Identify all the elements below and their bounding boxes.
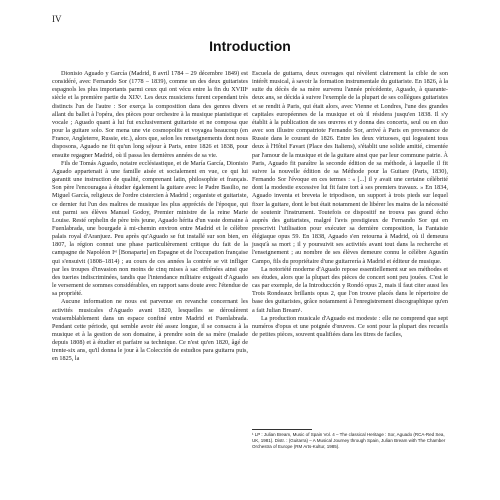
footnote-text: ¹ LP : Julian Bream, Music of Spain Vol. 4 – The classical Heritage : Sor, Aguado (RCA-Red Sea, UK, 1981). Distr. : (Guitarra) – A Musical Journey through Spain, Julian Bream with The Chamber Orchestra of Europe (RM Arts-Kultur, 1985).: [252, 432, 446, 449]
page-title: Introduction: [209, 38, 291, 54]
paragraph: Dionisio Aguado y García (Madrid, 8 avril 1784 – 29 décembre 1849) est considéré, avec Fernando Sor (1778 – 1839), comme un des deux guitaristes espagnols les plus importants parmi ceux qui ont vécu entre la fin du XVIIIᵉ siècle et la première partie du XIXᵉ. Les deux musiciens furent cependant très distincts l'un de l'autre : Sor exerça la composition dans des genres divers allant du ballet à l'opéra, des pièces pour orchestre à la musique pianistique et vocale ; Aguado quant à lui fut exclusivement guitariste et ne composa que pour la guitare solo. Sor mena une vie cosmopolite et voyagea beaucoup (en France, Angleterre, Russie, etc.), alors que, selon les renseignements dont nous disposons, Aguado ne fit qu'un long séjour à Paris, entre 1826 et 1838, pour ensuite regagner Madrid, où il passa les dernières années de sa vie.: [52, 70, 248, 159]
page-number: IV: [52, 14, 62, 24]
left-column: [52, 70, 248, 364]
paragraph: La notoriété moderne d'Aguado repose essentiellement sur ses méthodes et ses études, alors que la plupart des pièces de concert sont peu jouées. C'est le cas par exemple, de la Introducción y Rondó opus 2, mais il faut citer aussi les Trois Rondeaux brillants opus 2, que l'on trouve placés dans le répertoire de base des guitaristes, grâce notamment à l'enregistrement discographique qu'en a fait Julian Bream¹.: [252, 265, 448, 314]
paragraph: La production musicale d'Aguado est modeste : elle ne comprend que sept numéros d'opus et une poignée d'œuvres. Ce sont pour la plupart des recueils de petites pièces, souvent qualifiées dans les titres de faciles,: [252, 314, 448, 338]
paragraph: Fils de Tomás Aguado, notaire ecclésiastique, et de María García, Dionisio Aguado appartenait à une famille aisée et socialement en vue, ce qui lui garantit une instruction de qualité, comprenant latin, philosophie et français. Son père l'encouragea à étudier également la guitare avec le Padre Basilio, ne Miguel García, religieux de l'ordre cistercien à Madrid ; organiste et guitariste, ce dernier fut l'un des maîtres de musique les plus appréciés de l'époque, qui eut parmi ses élèves Manuel Godoy, Premier ministre de la reine Marie Louise. Resté orphelin de père très jeune, Aguado hérita d'un vaste domaine à Fuenlabrada, une bourgade à mi-chemin environ entre Madrid et le célèbre palais royal d'Aranjuez. Peu après qu'Aguado se fut installé sur son bien, en 1807, la région connut une phase particulièrement critique du fait de la campagne de Napoléon Iᵉʳ [Bonaparte] en Espagne et de l'occupation française qui s'ensuivit (1808–1814) ; au cours de ces années la contrée se vit infliger par les troupes d'invasion non moins de cinq mises à sac effrénées ainsi que des tueries indiscriminées, tandis que l'intendance militaire exigeait d'Aguado le versement de sommes considérables, en rapport sans doute avec l'étendue de sa propriété.: [52, 159, 248, 298]
paragraph: Escuela de guitarra, deux ouvrages qui révèlent clairement la cible de son intérêt musical, à savoir la formation instrumentale du guitariste. En 1826, à la suite du décès de sa mère survenu l'année précédente, Aguado, à quarante-deux ans, se décida à suivre l'exemple de la plupart de ses collègues guitaristes et se rendit à Paris, qui était alors, avec Vienne et Londres, l'une des grandes capitales européennes de la musique et où il résidera jusqu'en 1838. Il s'y établit à la publication de ses œuvres et y donna des concerts, seul ou en duo avec son illustre compatriote Fernando Sor, arrivé à Paris en provenance de Russie dans le courant de 1826. Entre les deux virtuoses, qui logeaient tous deux à l'Hôtel Favart (Place des Italiens), s'établit une solide amitié, cimentée par l'amour de la musique et de la guitare ainsi que par leur commune patrie. À Paris, Aguado fit paraître la seconde édition de sa méthode, à laquelle il fit suivre la nouvelle édition de sa Méthode pour la Guitare (Paris, 1830), Fernando Sor l'évoque en ces termes : « [...] il y avait une certaine célébrité dont la modestie excessive lui fit faire tort à ses premiers travaux. » En 1834, Aguado inventa et breveta le tripodison, un support à trois pieds sur lequel fixer la guitare, dont le but était notamment de libérer les mains de la nécessité de soutenir l'instrument. Toutefois ce dispositif ne trouva pas grand écho auprès des guitaristes, malgré l'avis prestigieux de Fernando Sor qui en prescrivit l'utilisation pour exécuter sa dernière composition, la Fantaisie élégiaque opus 59. En 1838, Aguado s'en retourna à Madrid, où il demeura jusqu'à sa mort ; il y poursuivit ses activités avant tout dans la recherche et l'enseignement ; au nombre de ses élèves demeure connu le célèbre Agustín Campo, fils du propriétaire d'une guitarrería à Madrid et éditeur de musique.: [252, 70, 448, 265]
footnote: [252, 432, 448, 449]
paragraph: Aucune information ne nous est parvenue en revanche concernant les activités musicales d'Aguado avant 1820, lesquelles se déroulèrent vraisemblablement dans un espace confiné entre Madrid et Fuenlabrada. Pendant cette période, qui semble avoir été assez longue, il se consacra à la musique et à la gestion de son domaine, à prendre soin de sa mère (malade depuis 1808) et à étudier et parfaire sa technique. Ce n'est qu'en 1820, âgé de trente-six ans, qu'il donna le jour à la Colección de estudios para guitarra puis, en 1825, la: [52, 298, 248, 363]
footnote-divider: [252, 429, 312, 430]
right-column: [252, 70, 448, 339]
